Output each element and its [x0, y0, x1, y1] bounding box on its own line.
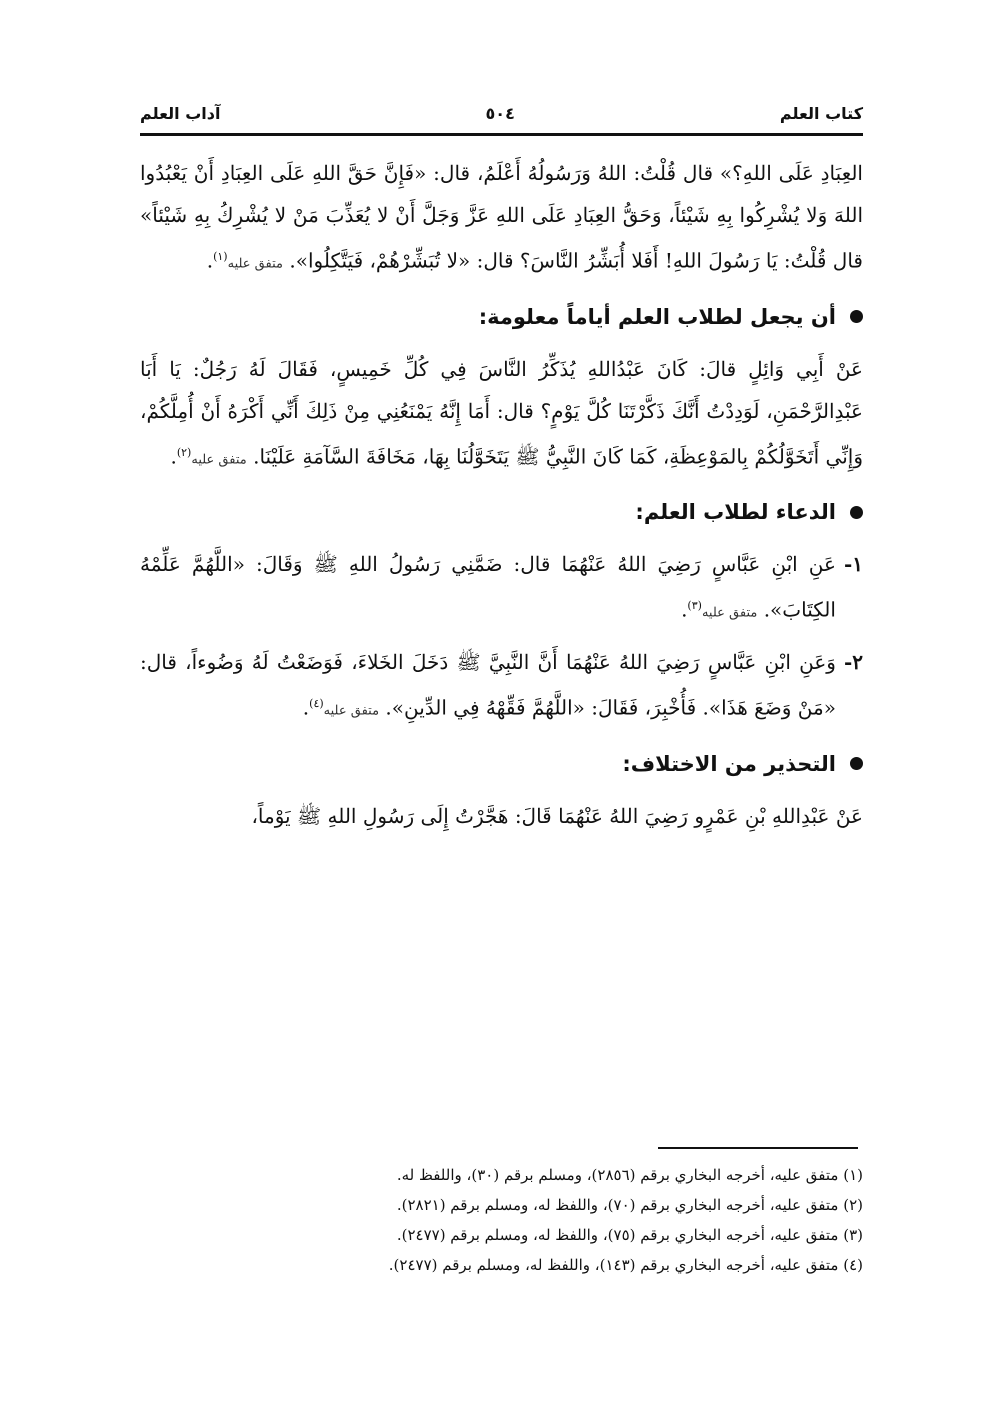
paragraph-2-source: متفق عليه: [191, 452, 247, 468]
paragraph-1: العِبَادِ عَلَى اللهِ؟» قال قُلْتُ: اللهُ وَرَسُولُهُ أَعْلَمُ، قال: «فَإِنَّ حَقَّ اللهِ عَلَى العِبَادِ أَنْ يَعْبُدُوا اللهَ وَلا يُشْرِكُوا بِهِ شَيْئاً، وَحَقُّ العِبَادِ عَلَى اللهِ عَزَّ وَجَلَّ أَنْ لا يُعَذِّبَ مَنْ لا يُشْرِكُ بِهِ شَيْئاً» قال قُلْتُ: يَا رَسُولَ اللهِ! أَفَلا أُبَشِّرُ النَّاسَ؟ قال: «لا تُبَشِّرْهُمْ، فَيَتَّكِلُوا». متفق عليه$^{(١)}$.: [140, 161, 863, 273]
footnote-ref-4: (٤): [309, 696, 324, 710]
paragraph-3-text: عَنْ عَبْدِاللهِ بْنِ عَمْرٍو رَضِيَ اللهُ عَنْهُمَا قَالَ: هَجَّرْتُ إِلَى رَسُولِ اللهِ ﷺ يَوْماً،: [251, 803, 863, 828]
section-heading-2: [140, 491, 863, 533]
item-2-source: متفق عليه: [323, 703, 380, 719]
section-heading-2-text: الدعاء لطلاب العلم:: [635, 500, 836, 525]
book-title: كتاب العلم: [779, 103, 863, 123]
section-heading-1-text: أن يجعل لطلاب العلم أياماً معلومة:: [478, 304, 836, 329]
item-1-number: ١-: [843, 552, 863, 577]
paragraph-1-source: متفق عليه: [227, 256, 283, 272]
bullet-icon: [850, 310, 863, 323]
section-heading-3: [140, 743, 863, 785]
footnote-2: (٢) متفق عليه، أخرجه البخاري برقم (٧٠)، واللفظ له، ومسلم برقم (٢٨٢١).: [396, 1196, 863, 1214]
bullet-icon: [850, 506, 863, 519]
chapter-title: آداب العلم: [140, 103, 221, 123]
section-heading-1: [140, 296, 863, 338]
item-2-text: وَعَنِ ابْنِ عَبَّاسٍ رَضِيَ اللهُ عَنْهُمَا أَنَّ النَّبِيَّ ﷺ دَخَلَ الخَلاءَ، فَوَضَعْتُ لَهُ وَضُوءاً، قال: «مَنْ وَضَعَ هَذَا». فَأُخْبِرَ، فَقَالَ: «اللَّهُمَّ فَقِّهْهُ فِي الدِّينِ».: [140, 649, 836, 720]
main-text: [140, 152, 863, 837]
paragraph-3: [140, 795, 863, 837]
footnote-rule: [658, 1147, 858, 1149]
header-rule: [140, 133, 863, 136]
item-2-body: وَعَنِ ابْنِ عَبَّاسٍ رَضِيَ اللهُ عَنْهُمَا أَنَّ النَّبِيَّ ﷺ دَخَلَ الخَلاءَ، فَوَضَعْتُ لَهُ وَضُوءاً، قال: «مَنْ وَضَعَ هَذَا». فَأُخْبِرَ، فَقَالَ: «اللَّهُمَّ فَقِّهْهُ فِي الدِّينِ». متفق عليه$^{(٤)}$.: [140, 649, 836, 720]
item-1-source: متفق عليه: [701, 605, 758, 621]
section-heading-3-text: التحذير من الاختلاف:: [622, 751, 836, 776]
footnote-1: (١) متفق عليه، أخرجه البخاري برقم (٢٨٥٦)، ومسلم برقم (٣٠)، واللفظ له.: [396, 1166, 863, 1184]
paragraph-2-text: عَنْ أَبِي وَائِلٍ قالَ: كَانَ عَبْدُاللهِ يُذَكِّرُ النَّاسَ فِي كُلِّ خَمِيسٍ، فَقَالَ لَهُ رَجُلٌ: يَا أَبَا عَبْدِالرَّحْمَنِ، لَوَدِدْتُ أَنَّكَ ذَكَّرْتَنَا كُلَّ يَوْمٍ؟ قال: أَمَا إِنَّهُ يَمْنَعُنِي مِنْ ذَلِكَ أَنِّي أَكْرَهُ أَنْ أُمِلَّكُمْ، وَإِنِّي أَتَخَوَّلُكُمْ بِالمَوْعِظَةِ، كَمَا كَانَ النَّبِيُّ ﷺ يَتَخَوَّلُنَا بِهَا، مَخَافَةَ السَّآمَةِ عَلَيْنَا.: [140, 356, 863, 469]
running-header: [140, 98, 863, 128]
item-1-text: عَنِ ابْنِ عَبَّاسٍ رَضِيَ اللهُ عَنْهُمَا قال: ضَمَّنِي رَسُولُ اللهِ ﷺ وَقَالَ: «اللَّهُمَّ عَلِّمْهُ الكِتَابَ».: [140, 552, 836, 622]
page-number: ٥٠٤: [485, 103, 515, 123]
paragraph-2: عَنْ أَبِي وَائِلٍ قالَ: كَانَ عَبْدُاللهِ يُذَكِّرُ النَّاسَ فِي كُلِّ خَمِيسٍ، فَقَالَ لَهُ رَجُلٌ: يَا أَبَا عَبْدِالرَّحْمَنِ، لَوَدِدْتُ أَنَّكَ ذَكَّرْتَنَا كُلَّ يَوْمٍ؟ قال: أَمَا إِنَّهُ يَمْنَعُنِي مِنْ ذَلِكَ أَنِّي أَكْرَهُ أَنْ أُمِلَّكُمْ، وَإِنِّي أَتَخَوَّلُكُمْ بِالمَوْعِظَةِ، كَمَا كَانَ النَّبِيُّ ﷺ يَتَخَوَّلُنَا بِهَا، مَخَافَةَ السَّآمَةِ عَلَيْنَا. متفق عليه$^{(٢)}$.: [140, 356, 863, 469]
footnote-ref-2: (٢): [176, 445, 192, 459]
footnotes: [140, 1160, 863, 1280]
footnote-ref-1: (١): [213, 250, 228, 263]
item-1-body: عَنِ ابْنِ عَبَّاسٍ رَضِيَ اللهُ عَنْهُمَا قال: ضَمَّنِي رَسُولُ اللهِ ﷺ وَقَالَ: «اللَّهُمَّ عَلِّمْهُ الكِتَابَ». متفق عليه$^{(٣)}$.: [140, 552, 836, 622]
paragraph-1-text: العِبَادِ عَلَى اللهِ؟» قال قُلْتُ: اللهُ وَرَسُولُهُ أَعْلَمُ، قال: «فَإِنَّ حَقَّ اللهِ عَلَى العِبَادِ أَنْ يَعْبُدُوا اللهَ وَلا يُشْرِكُوا بِهِ شَيْئاً، وَحَقُّ العِبَادِ عَلَى اللهِ عَزَّ وَجَلَّ أَنْ لا يُعَذِّبَ مَنْ لا يُشْرِكُ بِهِ شَيْئاً» قال قُلْتُ: يَا رَسُولَ اللهِ! أَفَلا أُبَشِّرُ النَّاسَ؟ قال: «لا تُبَشِّرْهُمْ، فَيَتَّكِلُوا».: [140, 161, 863, 273]
numbered-item-2: [140, 641, 863, 733]
bullet-icon: [850, 757, 863, 770]
footnote-4: (٤) متفق عليه، أخرجه البخاري برقم (١٤٣)، واللفظ له، ومسلم برقم (٢٤٧٧).: [388, 1256, 863, 1274]
footnote-ref-3: (٣): [687, 599, 702, 613]
item-2-number: ٢-: [843, 649, 863, 674]
numbered-item-1: [140, 543, 863, 635]
footnote-3: (٣) متفق عليه، أخرجه البخاري برقم (٧٥)، واللفظ له، ومسلم برقم (٢٤٧٧).: [396, 1226, 863, 1244]
